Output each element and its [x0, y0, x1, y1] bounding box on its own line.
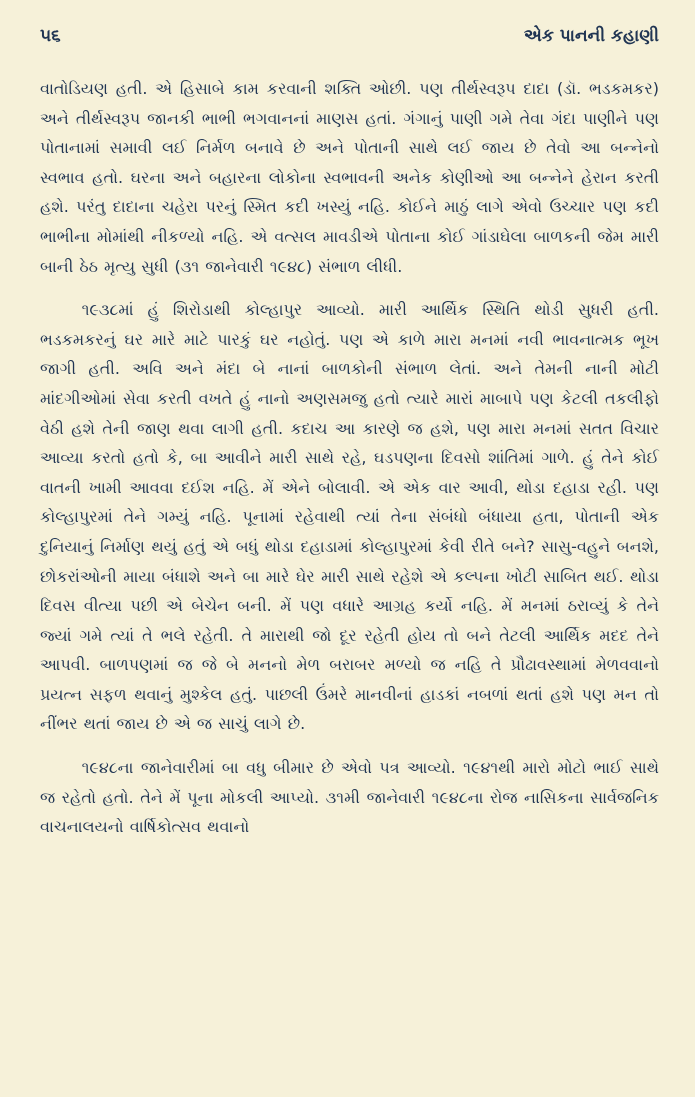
running-header [40, 26, 659, 60]
book-title: એક પાનની કહાણી [523, 26, 659, 46]
paragraph-2: ૧૯૩૮માં હું શિરોડાથી કોલ્હાપુર આવ્યો. મારી આર્થિક સ્થિતિ થોડી સુધરી હતી. ભડકમકરનું ઘર મારે માટે પારકું ઘર નહોતું. પણ એ કાળે મારા મનમાં નવી ભાવનાત્મક ભૂખ જાગી હતી. અવિ અને મંદા બે નાનાં બાળકોની સંભાળ લેતાં. અને તેમની નાની મોટી માંદગીઓમાં સેવા કરતી વખતે હું નાનો અણસમજુ હતો ત્યારે મારાં માબાપે પણ કેટલી તકલીફો વેઠી હશે તેની જાણ થવા લાગી હતી. કદાચ આ કારણે જ હશે, પણ મારા મનમાં સતત વિચાર આવ્યા કરતો હતો કે, બા આવીને મારી સાથે રહે, ઘડપણના દિવસો શાંતિમાં ગાળે. હું તેને કોઈ વાતની ખામી આવવા દઈશ નહિ. મેં એને બોલાવી. એ એક વાર આવી, થોડા દહાડા રહી. પણ કોલ્હાપુરમાં તેને ગમ્યું નહિ. પૂનામાં રહેવાથી ત્યાં તેના સંબંધો બંધાયા હતા, પોતાની એક દુનિયાનું નિર્માણ થયું હતું એ બધું થોડા દહાડામાં કોલ્હાપુરમાં કેવી રીતે બને? સાસુ-વહુને બનશે, છોકરાંઓની માયા બંધાશે અને બા મારે ઘેર મારી સાથે રહેશે એ કલ્પના ખોટી સાબિત થઈ. થોડા દિવસ વીત્યા પછી એ બેચેન બની. મેં પણ વધારે આગ્રહ કર્યો નહિ. મેં મનમાં ઠરાવ્યું કે તેને જ્યાં ગમે ત્યાં તે ભલે રહેતી. તે મારાથી જો દૂર રહેતી હોય તો બને તેટલી આર્થિક મદદ તેને આપવી. બાળપણમાં જ જે બે મનનો મેળ બરાબર મળ્યો જ નહિ તે પ્રૌઢાવસ્થામાં મેળવવાનો પ્રયત્ન સફળ થવાનું મુશ્કેલ હતું. પાછલી ઉંમરે માનવીનાં હાડકાં નબળાં થતાં હશે પણ મન તો નીંભર થતાં જાય છે એ જ સાચું લાગે છે. [40, 300, 659, 734]
body-text [40, 74, 659, 842]
paragraph-3: ૧૯૪૮ના જાનેવારીમાં બા વધુ બીમાર છે એવો પત્ર આવ્યો. ૧૯૪૧થી મારો મોટો ભાઈ સાથે જ રહેતો હતો. તેને મેં પૂના મોકલી આપ્યો. ૩૧મી જાનેવારી ૧૯૪૮ના રોજ નાસિકના સાર્વજનિક વાચનાલયનો વાર્ષિકોત્સવ થવાનો [40, 758, 659, 837]
page-number: ૫૬ [40, 26, 61, 46]
paragraph-1: વાતોડિયણ હતી. એ હિસાબે કામ કરવાની શક્તિ ઓછી. પણ તીર્થસ્વરૂપ દાદા (ડૉ. ભડકમકર) અને તીર્થસ્વરૂપ જાનકી ભાભી ભગવાનનાં માણસ હતાં. ગંગાનું પાણી ગમે તેવા ગંદા પાણીને પણ પોતાનામાં સમાવી લઈ નિર્મળ બનાવે છે અને પોતાની સાથે લઈ જાય છે તેવો આ બન્નેનો સ્વભાવ હતો. ઘરના અને બહારના લોકોના સ્વભાવની અનેક કોણીઓ આ બન્નેને હેરાન કરતી હશે. પરંતુ દાદાના ચહેરા પરનું સ્મિત કદી ખસ્યું નહિ. કોઈને માઠું લાગે એવો ઉચ્ચાર પણ કદી ભાભીના મોમાંથી નીકળ્યો નહિ. એ વત્સલ માવડીએ પોતાના કોઈ ગાંડાઘેલા બાળકની જેમ મારી બાની ઠેઠ મૃત્યુ સુધી (૩૧ જાનેવારી ૧૯૪૮) સંભાળ લીધી. [40, 79, 659, 276]
